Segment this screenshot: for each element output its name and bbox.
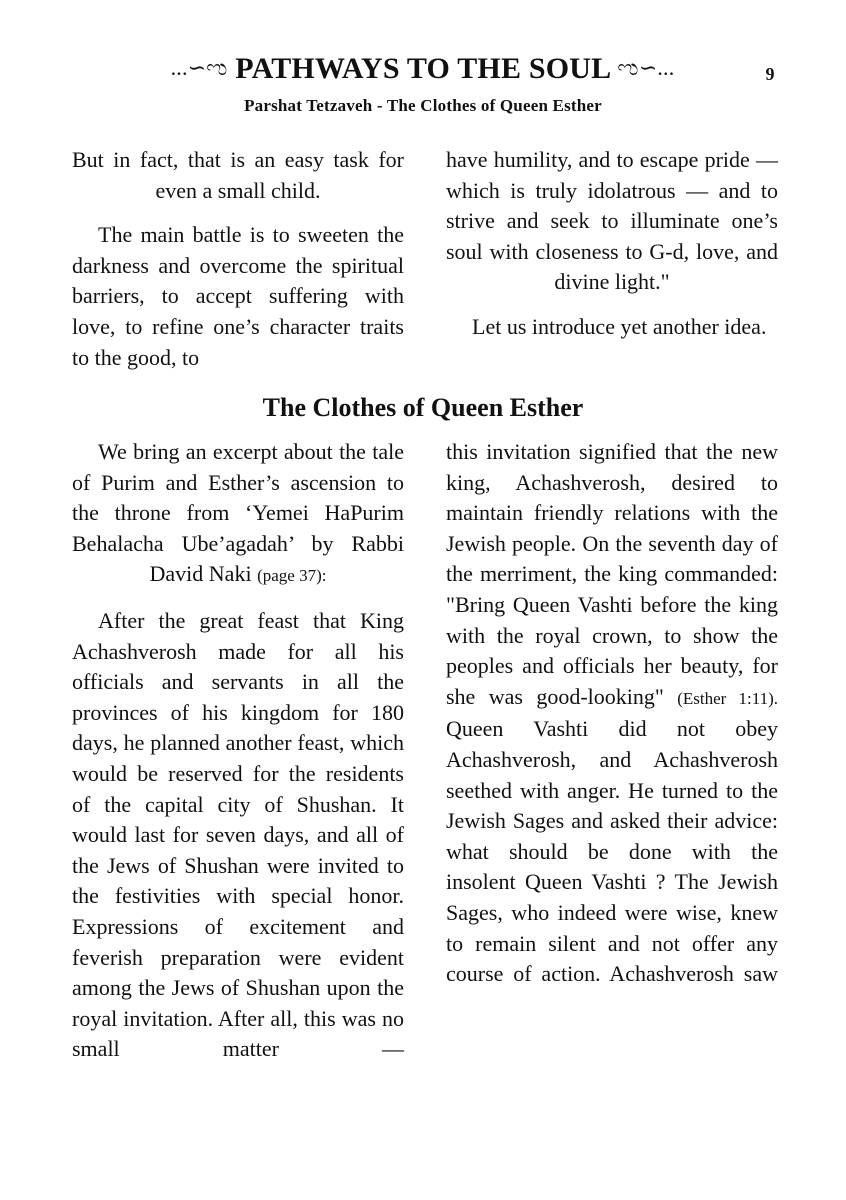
page-header	[0, 52, 846, 92]
running-title	[130, 52, 715, 86]
verse-reference: (Esther 1:11).	[677, 688, 778, 708]
top-left-column	[72, 145, 404, 373]
paragraph: Let us introduce yet another idea.	[472, 313, 767, 339]
bottom-right-column	[446, 437, 778, 990]
paragraph-text: Queen Vashti did not obey Achashverosh, and Achashverosh seethed with anger. He turned to the Jewish Sages and asked their advice: what should be done with the insolent Queen Vashti ? The Jewish Sages, who indeed were wise, knew to remain silent and not offer any course of action. Achashverosh saw	[446, 716, 778, 987]
excerpt-intro: We bring an excerpt about the tale of Purim and Esther’s ascension to the throne from ‘Yemei HaPurim Behalacha Ube’agadah’ by Rabbi David Naki	[72, 439, 404, 587]
right-ornament: ಌ∽...	[617, 55, 675, 80]
page-number: 9	[765, 64, 775, 84]
section-heading: The Clothes of Queen Esther	[262, 393, 584, 422]
paragraph: The main battle is to sweeten the darkness and overcome the spiritual barriers, to accept suffering with love, to refine one’s character traits to the good, to	[72, 222, 404, 370]
paragraph	[72, 437, 404, 592]
paragraph	[446, 437, 778, 990]
bottom-left-column	[72, 437, 404, 1065]
paragraph-text: this invitation signified that the new king, Achashverosh, desired to maintain friendly relations with the Jewish people. On the seventh day of the merriment, the king commanded: "Bring Queen Vashti before the king with the royal crown, to show the peoples and officials her beauty, for she was good-looking"	[446, 439, 778, 709]
page-reference: (page 37):	[257, 566, 327, 586]
left-ornament: ...∽ಌ	[170, 55, 228, 80]
paragraph: After the great feast that King Achashverosh made for all his officials and servants in all the provinces of his kingdom for 180 days, he planned another feast, which would be reserved for the residents of the capital city of Shushan. It would last for seven days, and all of the Jews of Shushan were invited to the festivities with special honor. Expressions of excitement and feverish preparation were evident among the Jews of Shushan upon the royal invitation. After all, this was no small matter —	[72, 607, 404, 1062]
book-title: PATHWAYS TO THE SOUL	[235, 52, 610, 85]
running-subtitle: Parshat Tetzaveh - The Clothes of Queen Esther	[244, 96, 602, 115]
paragraph: have humility, and to escape pride — which is truly idolatrous — and to strive and seek to illuminate one’s soul with closeness to G-d, love, and divine light."	[446, 147, 778, 295]
top-right-column	[446, 145, 778, 343]
paragraph: But in fact, that is an easy task for even a small child.	[72, 147, 404, 203]
